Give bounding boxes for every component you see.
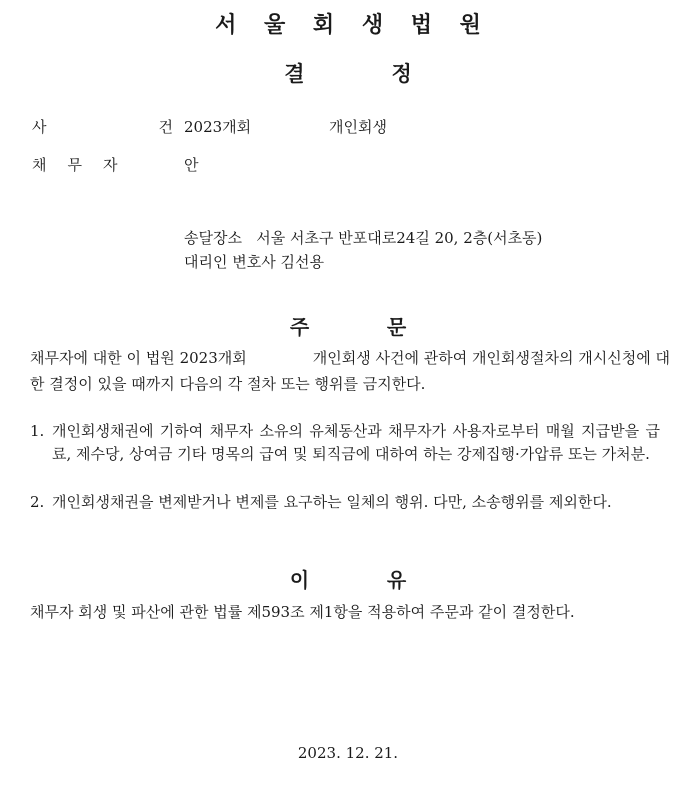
order-intro-part1: 채무자에 대한 이 법원 2023개회 xyxy=(30,349,247,367)
debtor-label xyxy=(32,154,118,175)
order-item-number: 1. xyxy=(30,422,45,440)
order-item xyxy=(30,491,660,514)
debtor-label-char: 자 xyxy=(103,156,118,174)
order-heading-char: 문 xyxy=(386,315,407,339)
order-item-text: 개인회생채권을 변제받거나 변제를 요구하는 일체의 행위. 다만, 소송행위를 제외한다. xyxy=(52,493,612,511)
case-label-char: 건 xyxy=(158,118,173,136)
order-intro-part2: 개인회생 사건에 관하여 개인회생절차의 개시신청에 대한 결정이 있을 때까지 다음의 각 절차 또는 행위를 금지한다. xyxy=(30,349,670,393)
agent-label: 대리인 변호사 xyxy=(184,253,276,271)
debtor-name: 안 xyxy=(184,156,199,174)
agent-line xyxy=(184,251,324,272)
case-number: 2023개회 xyxy=(184,118,252,136)
reason-text: 채무자 회생 및 파산에 관한 법률 제593조 제1항을 적용하여 주문과 같이 결정한다. xyxy=(30,603,575,621)
reason-heading xyxy=(0,564,696,593)
debtor-label-char: 채 xyxy=(32,156,47,174)
debtor-label-char: 무 xyxy=(67,156,82,174)
order-item-text: 개인회생채권에 기하여 채무자 소유의 유체동산과 채무자가 사용자로부터 매월 지급받을 급료, 제수당, 상여금 기타 명목의 급여 및 퇴직금에 대하여 하는 강제집행·가압류 또는 가처분. xyxy=(52,422,660,463)
case-label xyxy=(32,116,173,137)
document-title-char: 결 xyxy=(284,62,305,86)
decision-date: 2023. 12. 21. xyxy=(297,744,399,762)
document-title xyxy=(0,58,696,88)
order-heading-char: 주 xyxy=(289,315,310,339)
order-item-number: 2. xyxy=(30,493,45,511)
case-type: 개인회생 xyxy=(329,118,387,136)
court-name: 서 울 회 생 법 원 xyxy=(215,13,491,38)
delivery-label: 송달장소 xyxy=(184,229,242,247)
order-heading xyxy=(0,311,696,340)
case-label-char: 사 xyxy=(32,118,47,136)
reason-heading-char: 이 xyxy=(289,568,310,592)
agent-name: 김선용 xyxy=(280,253,324,271)
order-intro xyxy=(30,345,670,397)
delivery-address-line xyxy=(184,227,542,248)
document-title-char: 정 xyxy=(391,62,412,86)
order-item xyxy=(30,420,660,466)
delivery-address: 서울 서초구 반포대로24길 20, 2층(서초동) xyxy=(256,229,543,247)
reason-heading-char: 유 xyxy=(386,568,407,592)
